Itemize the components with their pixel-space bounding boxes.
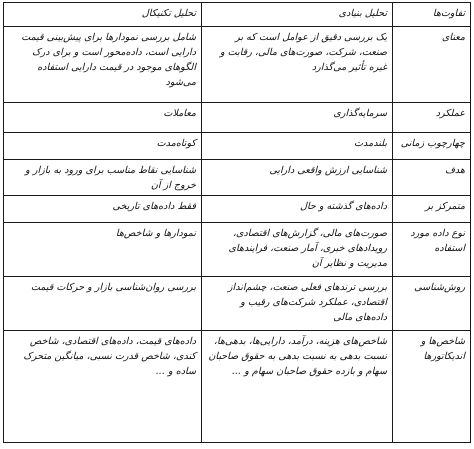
technical-cell: نمودارها و شاخص‌ها <box>4 223 202 277</box>
header-technical: تحلیل تکنیکال <box>4 3 202 27</box>
fundamental-cell: شاخص‌های هزینه، درآمد، دارایی‌ها، بدهی‌ها، نسبت بدهی به نسبت بدهی به حقوق صاحبان سهام و بازده حقوق صاحبان سهام و ... <box>202 331 393 443</box>
fundamental-cell: بررسی ترندهای فعلی صنعت، چشم‌انداز اقتصادی، عملکرد شرکت‌های رقیب و داده‌های مالی <box>202 277 393 331</box>
fundamental-cell: صورت‌های مالی، گزارش‌های اقتصادی، رویدادهای خبری، آمار صنعت، فرایندهای مدیریت و نظایر آن <box>202 223 393 277</box>
table-row <box>4 103 471 133</box>
row-label: شاخص‌ها و اندیکاتورها <box>393 331 471 443</box>
header-differences: تفاوت‌ها <box>393 3 471 27</box>
fundamental-cell: یک بررسی دقیق از عوامل است که بر صنعت، شرکت، صورت‌های مالی، رقابت و غیره تأثیر می‌گذارد <box>202 27 393 103</box>
technical-cell: معاملات <box>4 103 202 133</box>
technical-cell: کوتاه‌مدت <box>4 133 202 160</box>
technical-cell: داده‌های قیمت، داده‌های اقتصادی، شاخص کندی، شاخص قدرت نسبی، میانگین متحرک ساده و ... <box>4 331 202 443</box>
technical-cell: شناسایی نقاط مناسب برای ورود به بازار و خروج از آن <box>4 160 202 196</box>
row-label: روش‌شناسی <box>393 277 471 331</box>
table-row <box>4 27 471 103</box>
table-row <box>4 331 471 443</box>
row-label: متمرکز بر <box>393 196 471 223</box>
fundamental-cell: شناسایی ارزش واقعی دارایی <box>202 160 393 196</box>
table-row <box>4 223 471 277</box>
fundamental-cell: سرمایه‌گذاری <box>202 103 393 133</box>
row-label: هدف <box>393 160 471 196</box>
fundamental-cell: بلندمدت <box>202 133 393 160</box>
row-label: معنای <box>393 27 471 103</box>
technical-cell: شامل بررسی نمودارها برای پیش‌بینی قیمت دارایی است، داده‌محور است و برای درک الگوهای موجود در قیمت دارایی استفاده می‌شود <box>4 27 202 103</box>
table-row <box>4 160 471 196</box>
table-row <box>4 196 471 223</box>
row-label: چهارچوب زمانی <box>393 133 471 160</box>
table-row <box>4 133 471 160</box>
header-fundamental: تحلیل بنیادی <box>202 3 393 27</box>
technical-cell: فقط داده‌های تاریخی <box>4 196 202 223</box>
row-label: عملکرد <box>393 103 471 133</box>
technical-cell: بررسی روان‌شناسی بازار و حرکات قیمت <box>4 277 202 331</box>
comparison-table <box>3 2 471 443</box>
row-label: نوع داده مورد استفاده <box>393 223 471 277</box>
header-row <box>4 3 471 27</box>
table-row <box>4 277 471 331</box>
fundamental-cell: داده‌های گذشته و حال <box>202 196 393 223</box>
